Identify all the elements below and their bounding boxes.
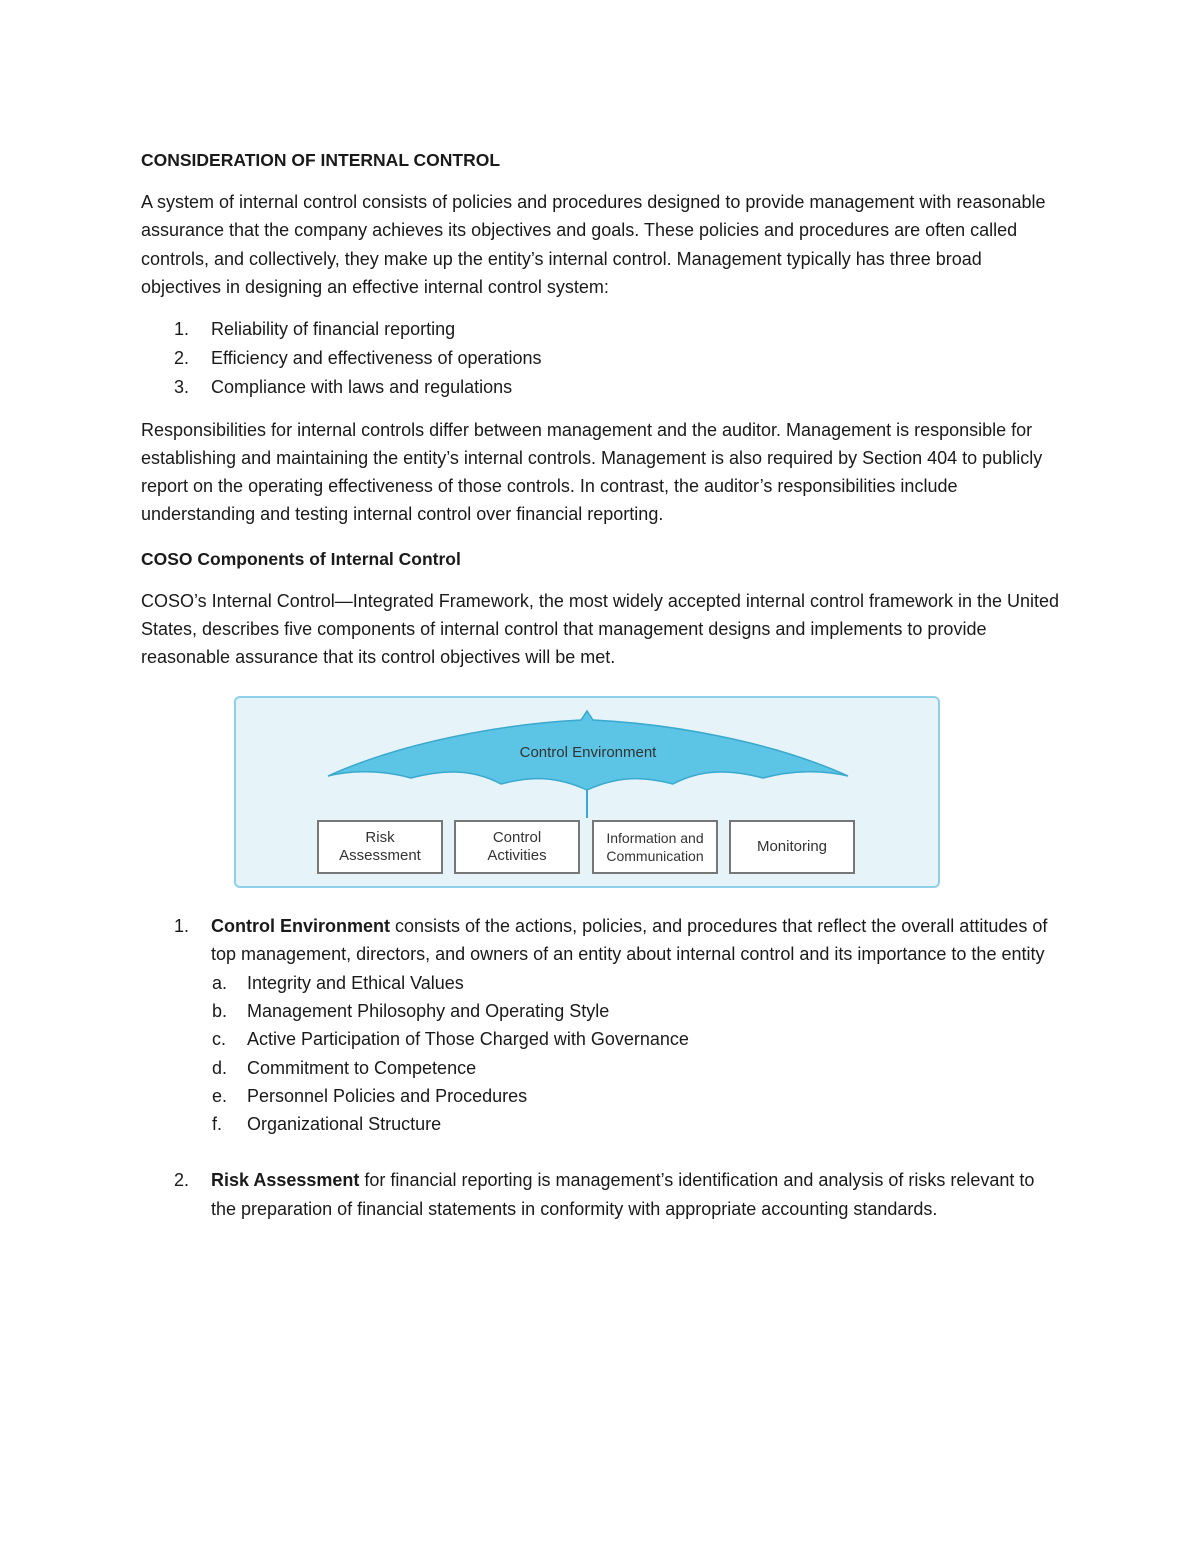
list-item: e. Personnel Policies and Procedures — [212, 1085, 528, 1106]
component-title: Risk Assessment — [211, 1170, 360, 1191]
list-item: c. Active Participation of Those Charged with Governance — [212, 1029, 689, 1050]
component-control-environment: 1. Control Environment consists of the actions, policies, and procedures that reflect the overall attitudes of top management, directors, and owners of an entity about internal control and its importance to the entity a. Integrity and Ethical Values b. Management Philosophy and Operating Style c. Active Participation of Those Charged with Governance d. Commitment to Competence e. Personnel Policies and Procedures f. Organizational Structure — [141, 912, 1061, 1139]
intro-paragraph: A system of internal control consists of policies and procedures designed to provide management with reasonable assurance that the company achieves its objectives and goals. These policies and procedures are often called controls, and collectively, they make up the entity’s internal control. Management typically has three broad objectives in designing an effective internal control system: — [141, 192, 1046, 297]
list-item: 1. Reliability of financial reporting — [174, 319, 456, 340]
document-page — [141, 146, 1061, 1235]
box-label-monitoring: Monitoring — [756, 837, 828, 855]
component-title: Control Environment — [211, 915, 390, 936]
control-environment-sublist — [141, 969, 1061, 1139]
list-item: b. Management Philosophy and Operating Style — [212, 1000, 610, 1021]
list-item: f. Organizational Structure — [212, 1114, 442, 1135]
coso-diagram — [233, 694, 941, 892]
coso-intro-paragraph: COSO’s Internal Control—Integrated Framework, the most widely accepted internal control framework in the United States, describes five components of internal control that management designs and implements to provide reasonable assurance that its control objectives will be met. — [141, 590, 1060, 668]
list-item: d. Commitment to Competence — [212, 1057, 477, 1078]
box-label-information-communication: Information and Communication — [606, 829, 704, 864]
components-list — [141, 912, 1061, 1224]
responsibilities-paragraph: Responsibilities for internal controls differ between management and the auditor. Management is responsible for establishing and maintaining the entity’s internal controls. Management is also required by Section 404 to publicly report on the operating effectiveness of those controls. In contrast, the auditor’s responsibilities include understanding and testing internal control over financial reporting. — [141, 419, 1043, 525]
objectives-list — [141, 315, 1061, 401]
list-item: a. Integrity and Ethical Values — [212, 972, 464, 993]
umbrella-label: Control Environment — [519, 743, 657, 761]
list-item: 2. Efficiency and effectiveness of operations — [174, 347, 542, 368]
document-title: CONSIDERATION OF INTERNAL CONTROL — [141, 150, 501, 170]
component-risk-assessment: 2. Risk Assessment for financial reporting is management’s identification and analysis of risks relevant to the preparation of financial statements in conformity with appropriate accounting standards. — [174, 1170, 1035, 1219]
box-label-risk-assessment: Risk Assessment — [339, 828, 421, 864]
box-label-control-activities: Control Activities — [487, 828, 547, 864]
coso-heading: COSO Components of Internal Control — [141, 548, 461, 569]
list-item: 3. Compliance with laws and regulations — [174, 376, 513, 397]
